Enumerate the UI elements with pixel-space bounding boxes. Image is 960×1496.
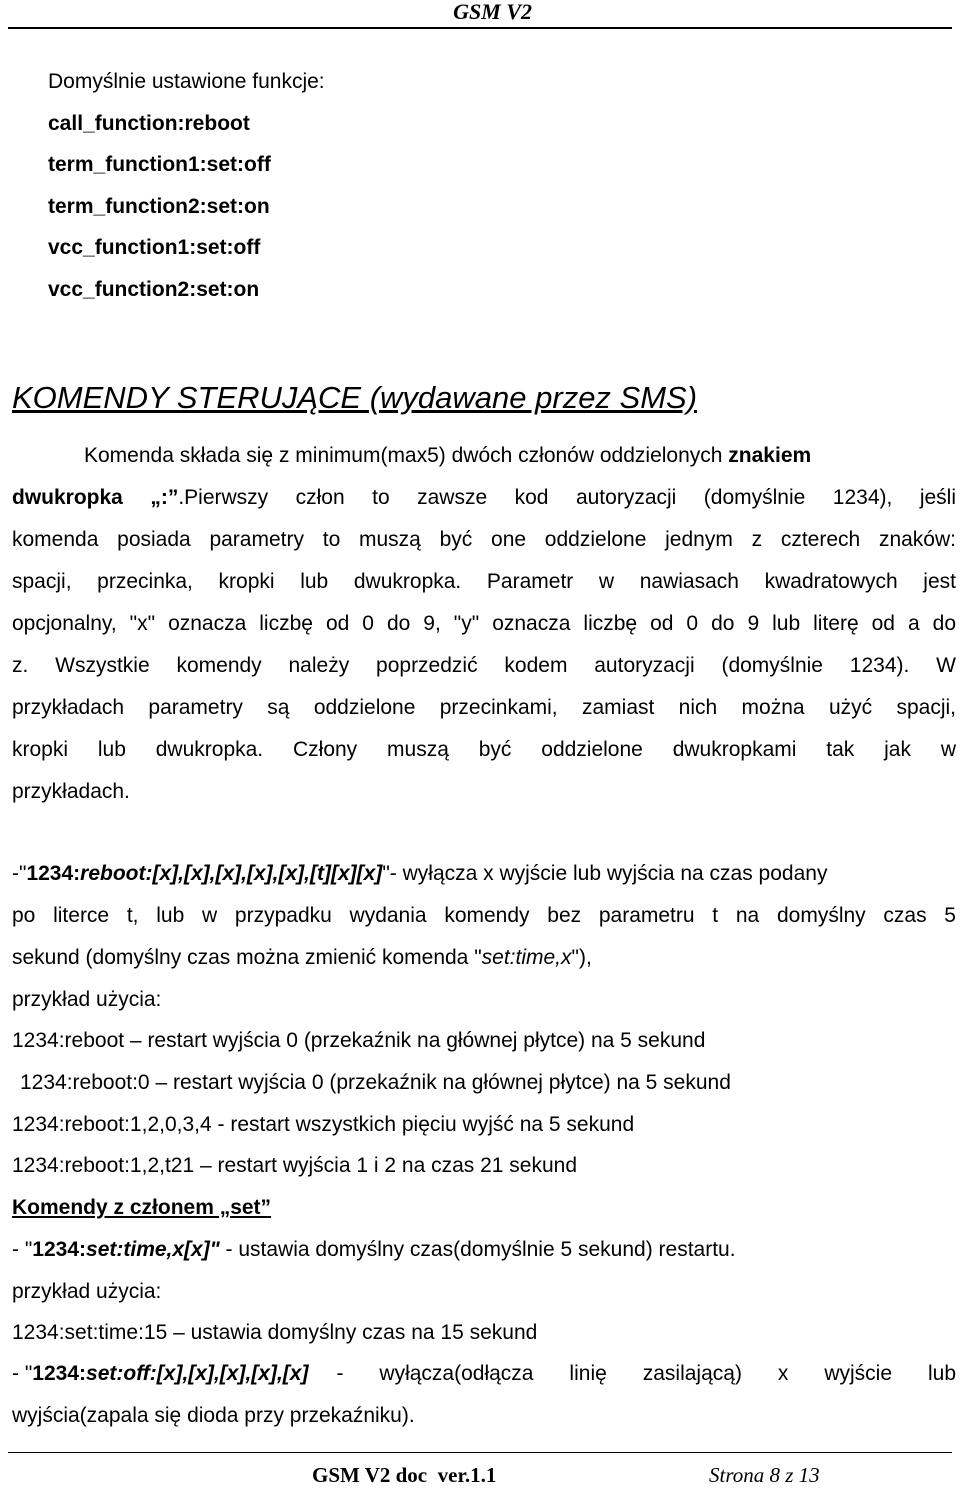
default-item: vcc_function1:set:off bbox=[48, 236, 261, 259]
footer-page-number: Strona 8 z 13 bbox=[709, 1463, 820, 1487]
section-heading: KOMENDY STERUJĄCE (wydawane przez SMS) bbox=[12, 380, 698, 415]
default-item: vcc_function2:set:on bbox=[48, 278, 260, 301]
defaults-title: Domyślnie ustawione funkcje: bbox=[48, 70, 325, 93]
intro-line-7: przykładach parametry są oddzielone przecinkami, zamiast nich można użyć spacji, bbox=[12, 696, 956, 719]
intro-line-6: z. Wszystkie komendy należy poprzedzić kodem autoryzacji (domyślnie 1234). W bbox=[12, 654, 956, 677]
set-example: 1234:set:time:15 – ustawia domyślny czas na 15 sekund bbox=[12, 1321, 538, 1344]
reboot-example-label: przykład użycia: bbox=[12, 988, 162, 1011]
reboot-example: 1234:reboot:1,2,0,3,4 - restart wszystkich pięciu wyjść na 5 sekund bbox=[12, 1113, 635, 1136]
reboot-example: 1234:reboot:0 – restart wyjścia 0 (przekaźnik na głównej płytce) na 5 sekund bbox=[20, 1071, 731, 1094]
footer-doc-label: GSM V2 doc ver.1.1 bbox=[312, 1463, 497, 1487]
page-header-title: GSM V2 bbox=[453, 0, 532, 24]
footer-rule bbox=[8, 1452, 952, 1453]
intro-line-1: Komenda składa się z minimum(max5) dwóch członów oddzielonych znakiem bbox=[84, 444, 812, 467]
default-item: term_function1:set:off bbox=[48, 153, 271, 176]
reboot-desc-line-3: sekund (domyślny czas można zmienić komenda "set:time,x"), bbox=[12, 946, 592, 969]
header-rule bbox=[8, 27, 952, 29]
intro-line-8: kropki lub dwukropka. Człony muszą być oddzielone dwukropkami tak jak w bbox=[12, 738, 956, 761]
set-off-command-line: - "1234:set:off:[x],[x],[x],[x],[x] - wyłącza(odłącza linię zasilającą) x wyjście lub bbox=[12, 1362, 956, 1385]
intro-line-4: spacji, przecinka, kropki lub dwukropka. Parametr w nawiasach kwadratowych jest bbox=[12, 570, 956, 593]
set-time-command-line: - "1234:set:time,x[x]" - ustawia domyślny czas(domyślnie 5 sekund) restartu. bbox=[12, 1238, 736, 1261]
reboot-example: 1234:reboot – restart wyjścia 0 (przekaźnik na głównej płytce) na 5 sekund bbox=[12, 1029, 706, 1052]
default-item: term_function2:set:on bbox=[48, 195, 270, 218]
intro-line-2: dwukropka „:”.Pierwszy człon to zawsze kod autoryzacji (domyślnie 1234), jeśli bbox=[12, 486, 956, 509]
default-item: call_function:reboot bbox=[48, 112, 250, 135]
set-example-label: przykład użycia: bbox=[12, 1280, 162, 1303]
set-off-desc-line-2: wyjścia(zapala się dioda przy przekaźniku). bbox=[12, 1404, 415, 1427]
intro-line-9: przykładach. bbox=[12, 780, 130, 803]
reboot-desc-line-2: po literce t, lub w przypadku wydania komendy bez parametru t na domyślny czas 5 bbox=[12, 904, 956, 927]
intro-line-3: komenda posiada parametry to muszą być one oddzielone jednym z czterech znaków: bbox=[12, 528, 956, 551]
intro-line-5: opcjonalny, "x" oznacza liczbę od 0 do 9, "y" oznacza liczbę od 0 do 9 lub literę od a do bbox=[12, 612, 956, 635]
reboot-command-line: -"1234:reboot:[x],[x],[x],[x],[x],[t][x][x]"- wyłącza x wyjście lub wyjścia na czas podany bbox=[12, 862, 828, 885]
reboot-example: 1234:reboot:1,2,t21 – restart wyjścia 1 i 2 na czas 21 sekund bbox=[12, 1154, 578, 1177]
set-section-heading: Komendy z członem „set” bbox=[12, 1196, 272, 1219]
